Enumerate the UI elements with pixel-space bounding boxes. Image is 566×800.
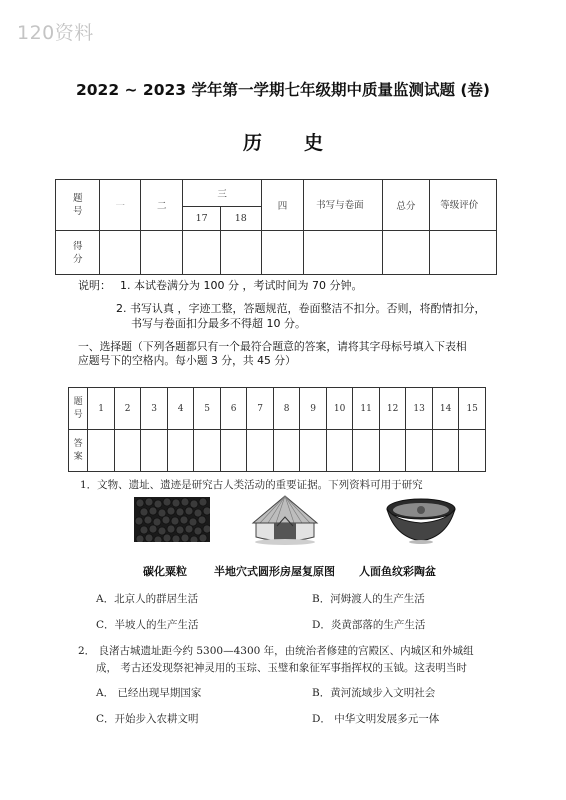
answer-row-label-number: 题号 xyxy=(69,388,88,430)
col-two: 二 xyxy=(141,180,183,231)
grain-photo-icon xyxy=(134,497,210,542)
score-cell-4[interactable] xyxy=(261,231,303,275)
answer-number-cell: 3 xyxy=(141,388,168,430)
answer-cell[interactable] xyxy=(459,430,486,472)
pottery-basin-icon xyxy=(385,493,457,545)
answer-cell[interactable] xyxy=(432,430,459,472)
note-1: 1. 本试卷满分为 100 分 ，考试时间为 70 分钟。 xyxy=(120,279,363,292)
answer-cell[interactable] xyxy=(194,430,221,472)
col-three-17: 17 xyxy=(183,207,220,231)
col-one: 一 xyxy=(100,180,141,231)
answer-number-cell: 12 xyxy=(379,388,406,430)
col-total: 总分 xyxy=(382,180,430,231)
answer-cell[interactable] xyxy=(406,430,433,472)
exam-title: 2022 ~ 2023 学年第一学期七年级期中质量监测试题 (卷) xyxy=(75,81,491,99)
answer-cell[interactable] xyxy=(326,430,353,472)
score-cell-grade[interactable] xyxy=(430,231,497,275)
section1-instructions-line1: 一、选择题（下列各题都只有一个最符合题意的答案，请将其字母标号填入下表相 xyxy=(78,340,467,353)
answer-number-cell: 10 xyxy=(326,388,353,430)
answer-cell[interactable] xyxy=(167,430,194,472)
answer-cell[interactable] xyxy=(220,430,247,472)
score-cell-1[interactable] xyxy=(100,231,141,275)
answer-table xyxy=(68,387,486,472)
answer-cell[interactable] xyxy=(273,430,300,472)
q1-option-c[interactable]: C．半坡人的生产生活 xyxy=(96,619,199,631)
col-grade: 等级评价 xyxy=(430,180,497,231)
answer-number-cell: 13 xyxy=(406,388,433,430)
answer-number-cell: 6 xyxy=(220,388,247,430)
answer-number-cell: 2 xyxy=(114,388,141,430)
score-row-label-score: 得分 xyxy=(56,231,100,275)
score-row-label-number: 题号 xyxy=(56,180,100,231)
col-three-18: 18 xyxy=(220,207,261,231)
answer-number-cell: 4 xyxy=(167,388,194,430)
answer-cell[interactable] xyxy=(247,430,274,472)
score-cell-total[interactable] xyxy=(382,231,430,275)
notes-prefix: 说明： xyxy=(78,279,111,292)
subject-title: 历史 xyxy=(242,132,365,154)
score-cell-17[interactable] xyxy=(183,231,220,275)
note-2: 2. 书写认真 ，字迹工整，答题规范，卷面整洁不扣分。否则，将酌情扣分， xyxy=(116,302,486,315)
answer-number-cell: 5 xyxy=(194,388,221,430)
watermark: 120资料 xyxy=(17,22,94,44)
q2-option-c[interactable]: C．开始步入农耕文明 xyxy=(96,713,199,725)
col-writing: 书写与卷面 xyxy=(304,180,382,231)
score-cell-writing[interactable] xyxy=(304,231,382,275)
q1-option-b[interactable]: B．河姆渡人的生产生活 xyxy=(312,593,425,605)
caption-house: 半地穴式圆形房屋复原图 xyxy=(214,565,335,578)
round-house-icon xyxy=(248,493,322,547)
answer-number-cell: 14 xyxy=(432,388,459,430)
answer-number-cell: 15 xyxy=(459,388,486,430)
answer-number-cell: 1 xyxy=(88,388,115,430)
answer-number-cell: 7 xyxy=(247,388,274,430)
q2-option-b[interactable]: B．黄河流域步入文明社会 xyxy=(312,687,436,699)
answer-number-cell: 11 xyxy=(353,388,380,430)
answer-number-cell: 8 xyxy=(273,388,300,430)
q1-option-d[interactable]: D．炎黄部落的生产生活 xyxy=(312,619,426,631)
question-2-line2: 成， 考古还发现祭祀神灵用的玉琮、玉璧和象征军事指挥权的玉钺。这表明当时 xyxy=(96,662,467,674)
q1-option-a[interactable]: A．北京人的群居生活 xyxy=(96,593,199,605)
col-four: 四 xyxy=(261,180,303,231)
score-cell-2[interactable] xyxy=(141,231,183,275)
answer-cell[interactable] xyxy=(114,430,141,472)
answer-cell[interactable] xyxy=(300,430,327,472)
question-1-text: 1．文物、遗址、遗迹是研究古人类活动的重要证据。下列资料可用于研究 xyxy=(80,479,423,491)
question-2-line1: 2． 良渚古城遗址距今约 5300—4300 年，由统治者修建的宫殿区、内城区和外城组 xyxy=(78,645,474,657)
answer-cell[interactable] xyxy=(88,430,115,472)
col-three: 三 xyxy=(183,180,261,207)
caption-grain: 碳化粟粒 xyxy=(143,565,187,578)
answer-cell[interactable] xyxy=(353,430,380,472)
answer-cell[interactable] xyxy=(379,430,406,472)
q2-option-a[interactable]: A． 已经出现早期国家 xyxy=(96,687,202,699)
answer-number-cell: 9 xyxy=(300,388,327,430)
section1-instructions-line2: 应题号下的空格内。每小题 3 分，共 45 分） xyxy=(78,354,296,367)
caption-pottery: 人面鱼纹彩陶盆 xyxy=(359,565,436,578)
q2-option-d[interactable]: D． 中华文明发展多元一体 xyxy=(312,713,440,725)
answer-row-label-answer: 答案 xyxy=(69,430,88,472)
answer-cell[interactable] xyxy=(141,430,168,472)
note-2-continued: 书写与卷面扣分最多不得超 10 分。 xyxy=(131,317,306,330)
score-cell-18[interactable] xyxy=(220,231,261,275)
score-table xyxy=(55,179,497,275)
